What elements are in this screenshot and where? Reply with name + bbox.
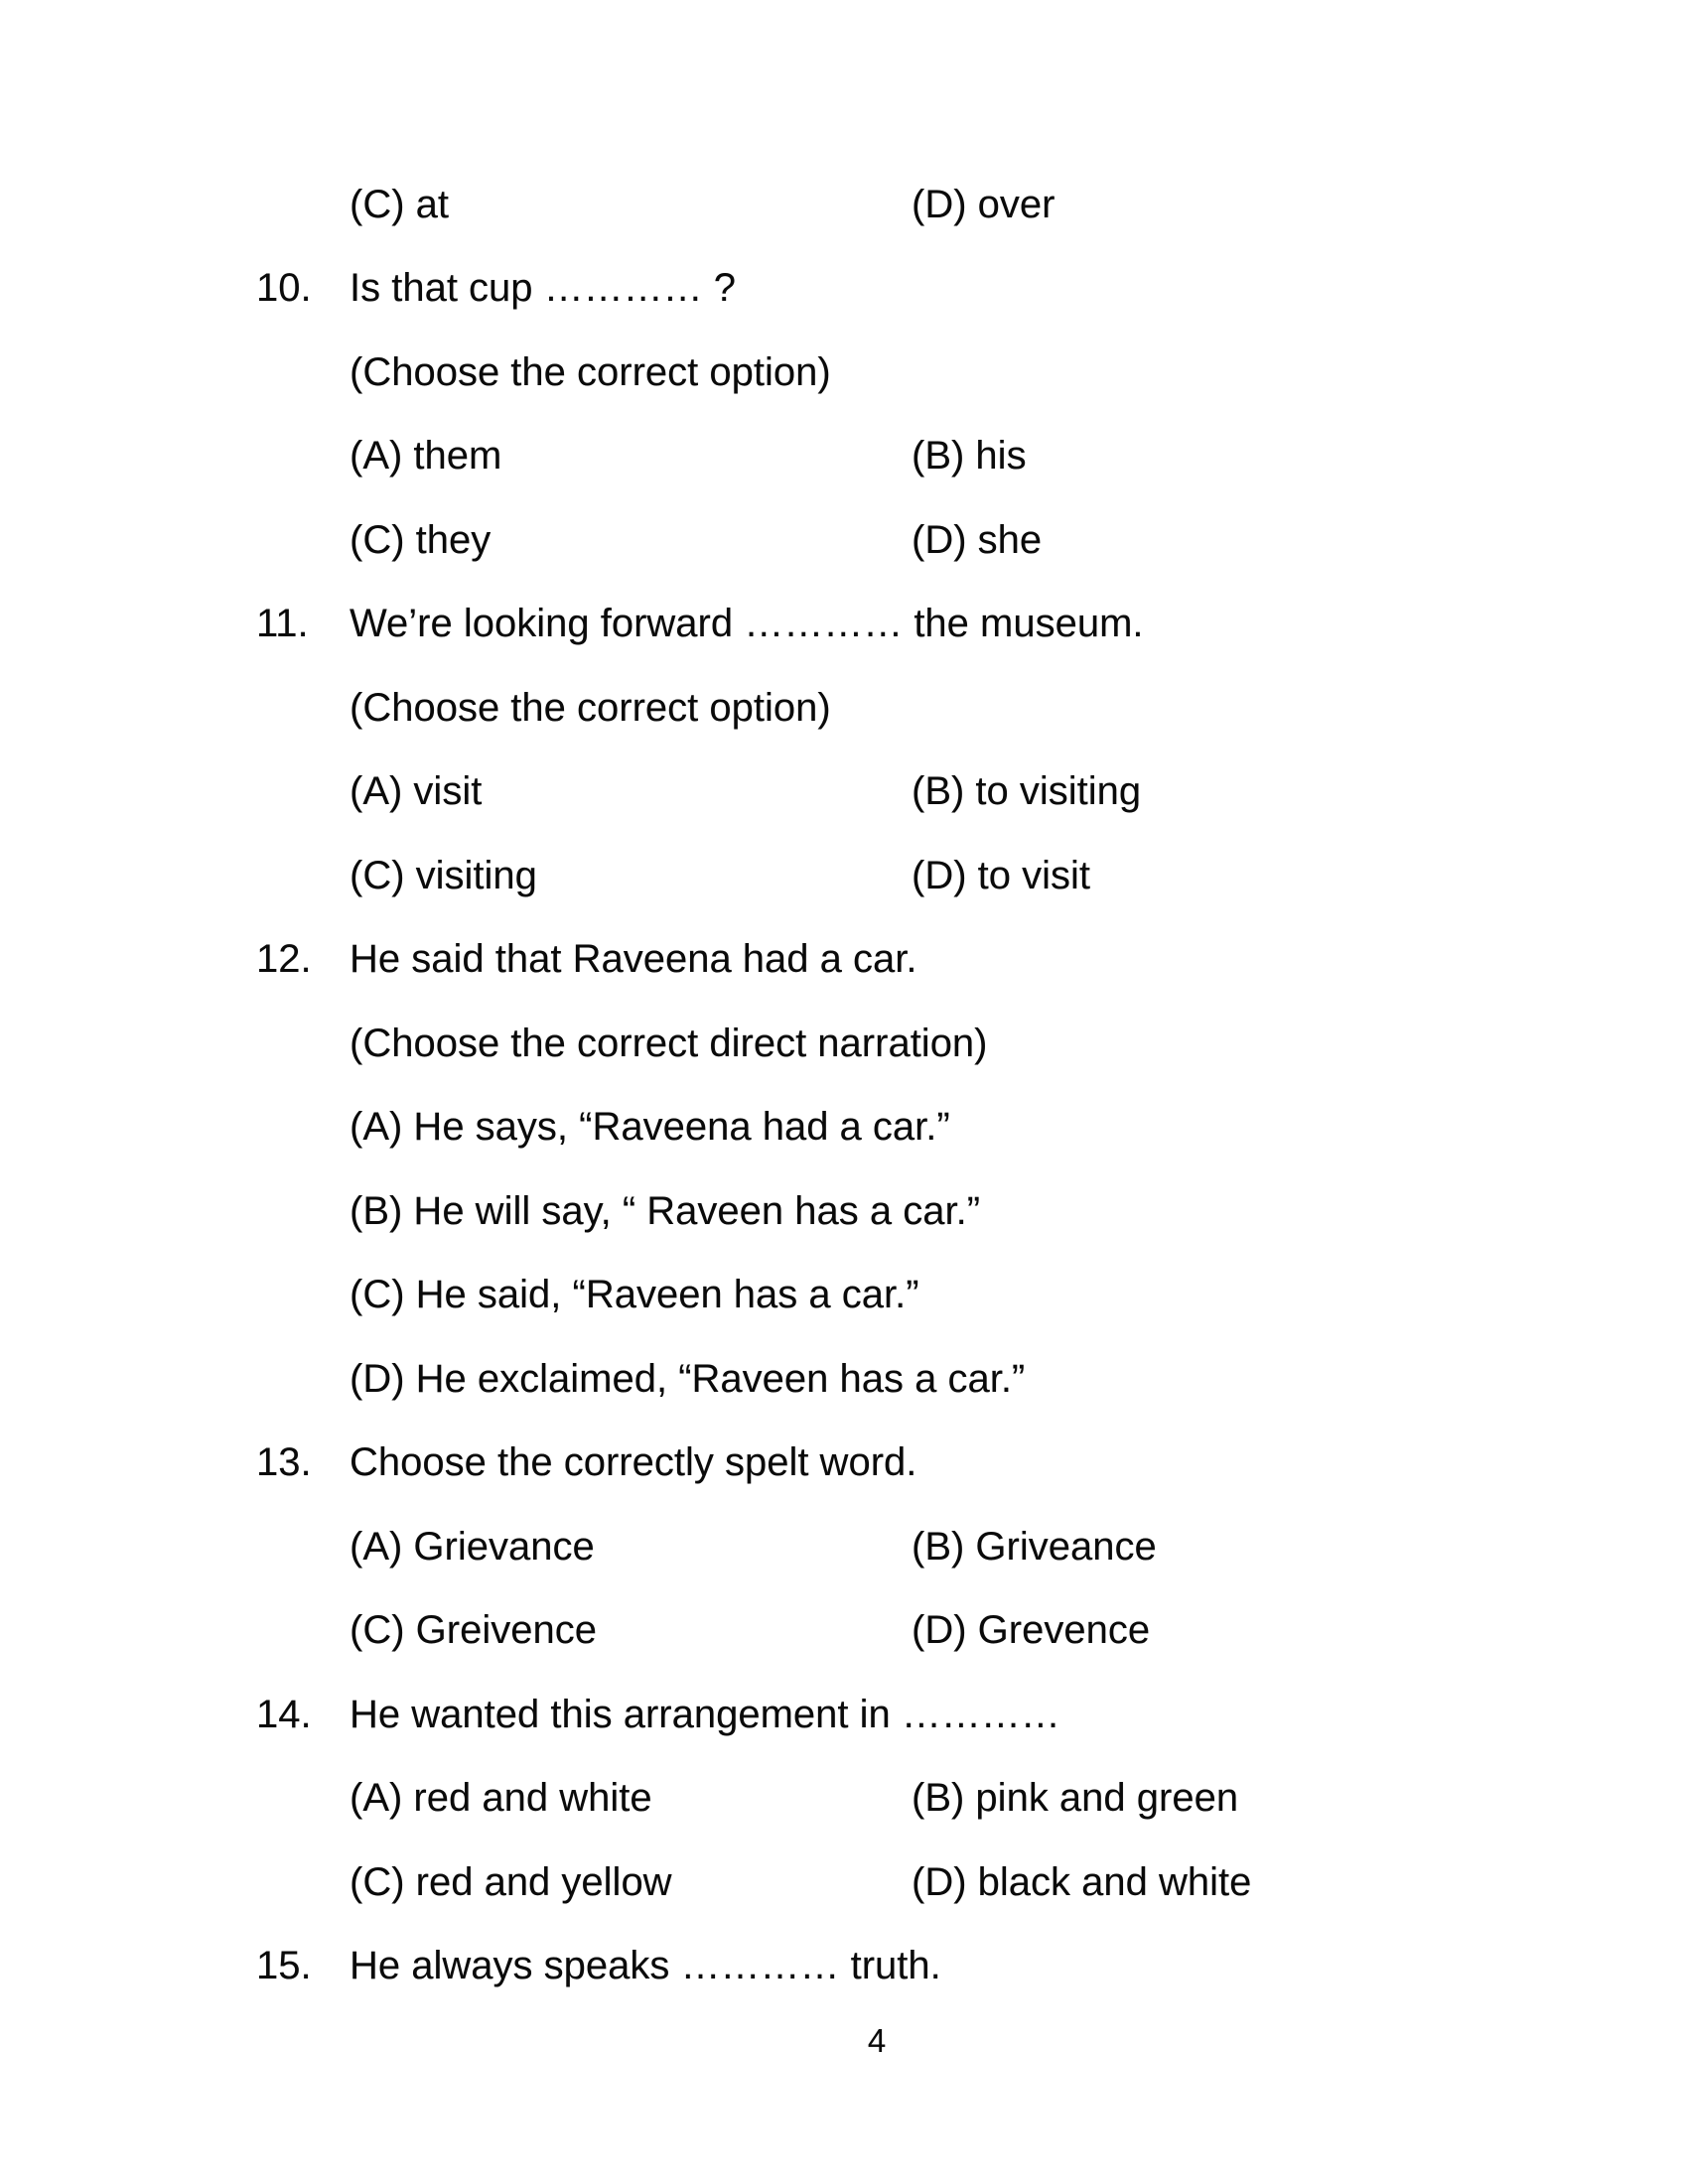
question-prompt: We’re looking forward ………… the museum. <box>350 602 1144 646</box>
option: (C) at <box>350 182 449 226</box>
question-line <box>256 583 1628 667</box>
option: (A) red and white <box>350 1776 652 1821</box>
option: (C) Greivence <box>350 1608 597 1653</box>
option: (D) He exclaimed, “Raveen has a car.” <box>350 1356 1026 1401</box>
option: (C) red and yellow <box>350 1859 672 1904</box>
question-line <box>256 1422 1628 1506</box>
note-line <box>256 666 1628 751</box>
option: (A) them <box>350 434 502 478</box>
instruction-note: (Choose the correct option) <box>350 349 831 394</box>
options-line <box>256 751 1628 835</box>
note-line <box>256 1002 1628 1086</box>
options-line <box>256 1505 1628 1589</box>
options-line <box>256 1589 1628 1674</box>
option-line <box>256 1086 1628 1170</box>
option: (D) Grevence <box>912 1608 1151 1653</box>
instruction-note: (Choose the correct direct narration) <box>350 1021 988 1065</box>
option: (B) Griveance <box>912 1524 1157 1569</box>
question-prompt: He always speaks ………… truth. <box>350 1944 941 1988</box>
question-number: 13. <box>256 1440 312 1485</box>
question-line <box>256 1925 1628 2009</box>
page-number: 4 <box>867 2022 887 2059</box>
question-list <box>0 163 1688 2008</box>
option: (C) He said, “Raveen has a car.” <box>350 1273 919 1317</box>
question-number: 12. <box>256 937 312 982</box>
question-line <box>256 1673 1628 1757</box>
options-line <box>256 834 1628 918</box>
question-number: 11. <box>256 602 309 646</box>
option: (B) his <box>912 434 1027 478</box>
option: (B) He will say, “ Raveen has a car.” <box>350 1188 981 1233</box>
options-line <box>256 415 1628 499</box>
option: (D) she <box>912 517 1043 562</box>
question-number: 14. <box>256 1692 312 1736</box>
question-prompt: Is that cup ………… ? <box>350 266 737 311</box>
option: (A) Grievance <box>350 1524 595 1569</box>
note-line <box>256 331 1628 415</box>
question-number: 10. <box>256 266 312 311</box>
option: (C) visiting <box>350 853 537 897</box>
question-line <box>256 918 1628 1003</box>
question-prompt: He said that Raveena had a car. <box>350 937 917 982</box>
question-number: 15. <box>256 1944 312 1988</box>
options-line <box>256 1841 1628 1925</box>
question-line <box>256 247 1628 332</box>
option: (C) they <box>350 517 492 562</box>
options-line <box>256 1757 1628 1842</box>
option: (D) black and white <box>912 1859 1252 1904</box>
options-line <box>256 498 1628 583</box>
option: (A) visit <box>350 769 483 814</box>
question-prompt: Choose the correctly spelt word. <box>350 1440 917 1485</box>
instruction-note: (Choose the correct option) <box>350 685 831 730</box>
option-line <box>256 1169 1628 1254</box>
option: (D) over <box>912 182 1055 226</box>
option: (A) He says, “Raveena had a car.” <box>350 1105 950 1150</box>
option-line <box>256 1337 1628 1422</box>
option: (B) pink and green <box>912 1776 1239 1821</box>
question-prompt: He wanted this arrangement in ………… <box>350 1692 1060 1736</box>
options-line <box>256 163 1628 247</box>
option: (D) to visit <box>912 853 1090 897</box>
option: (B) to visiting <box>912 769 1142 814</box>
option-line <box>256 1254 1628 1338</box>
